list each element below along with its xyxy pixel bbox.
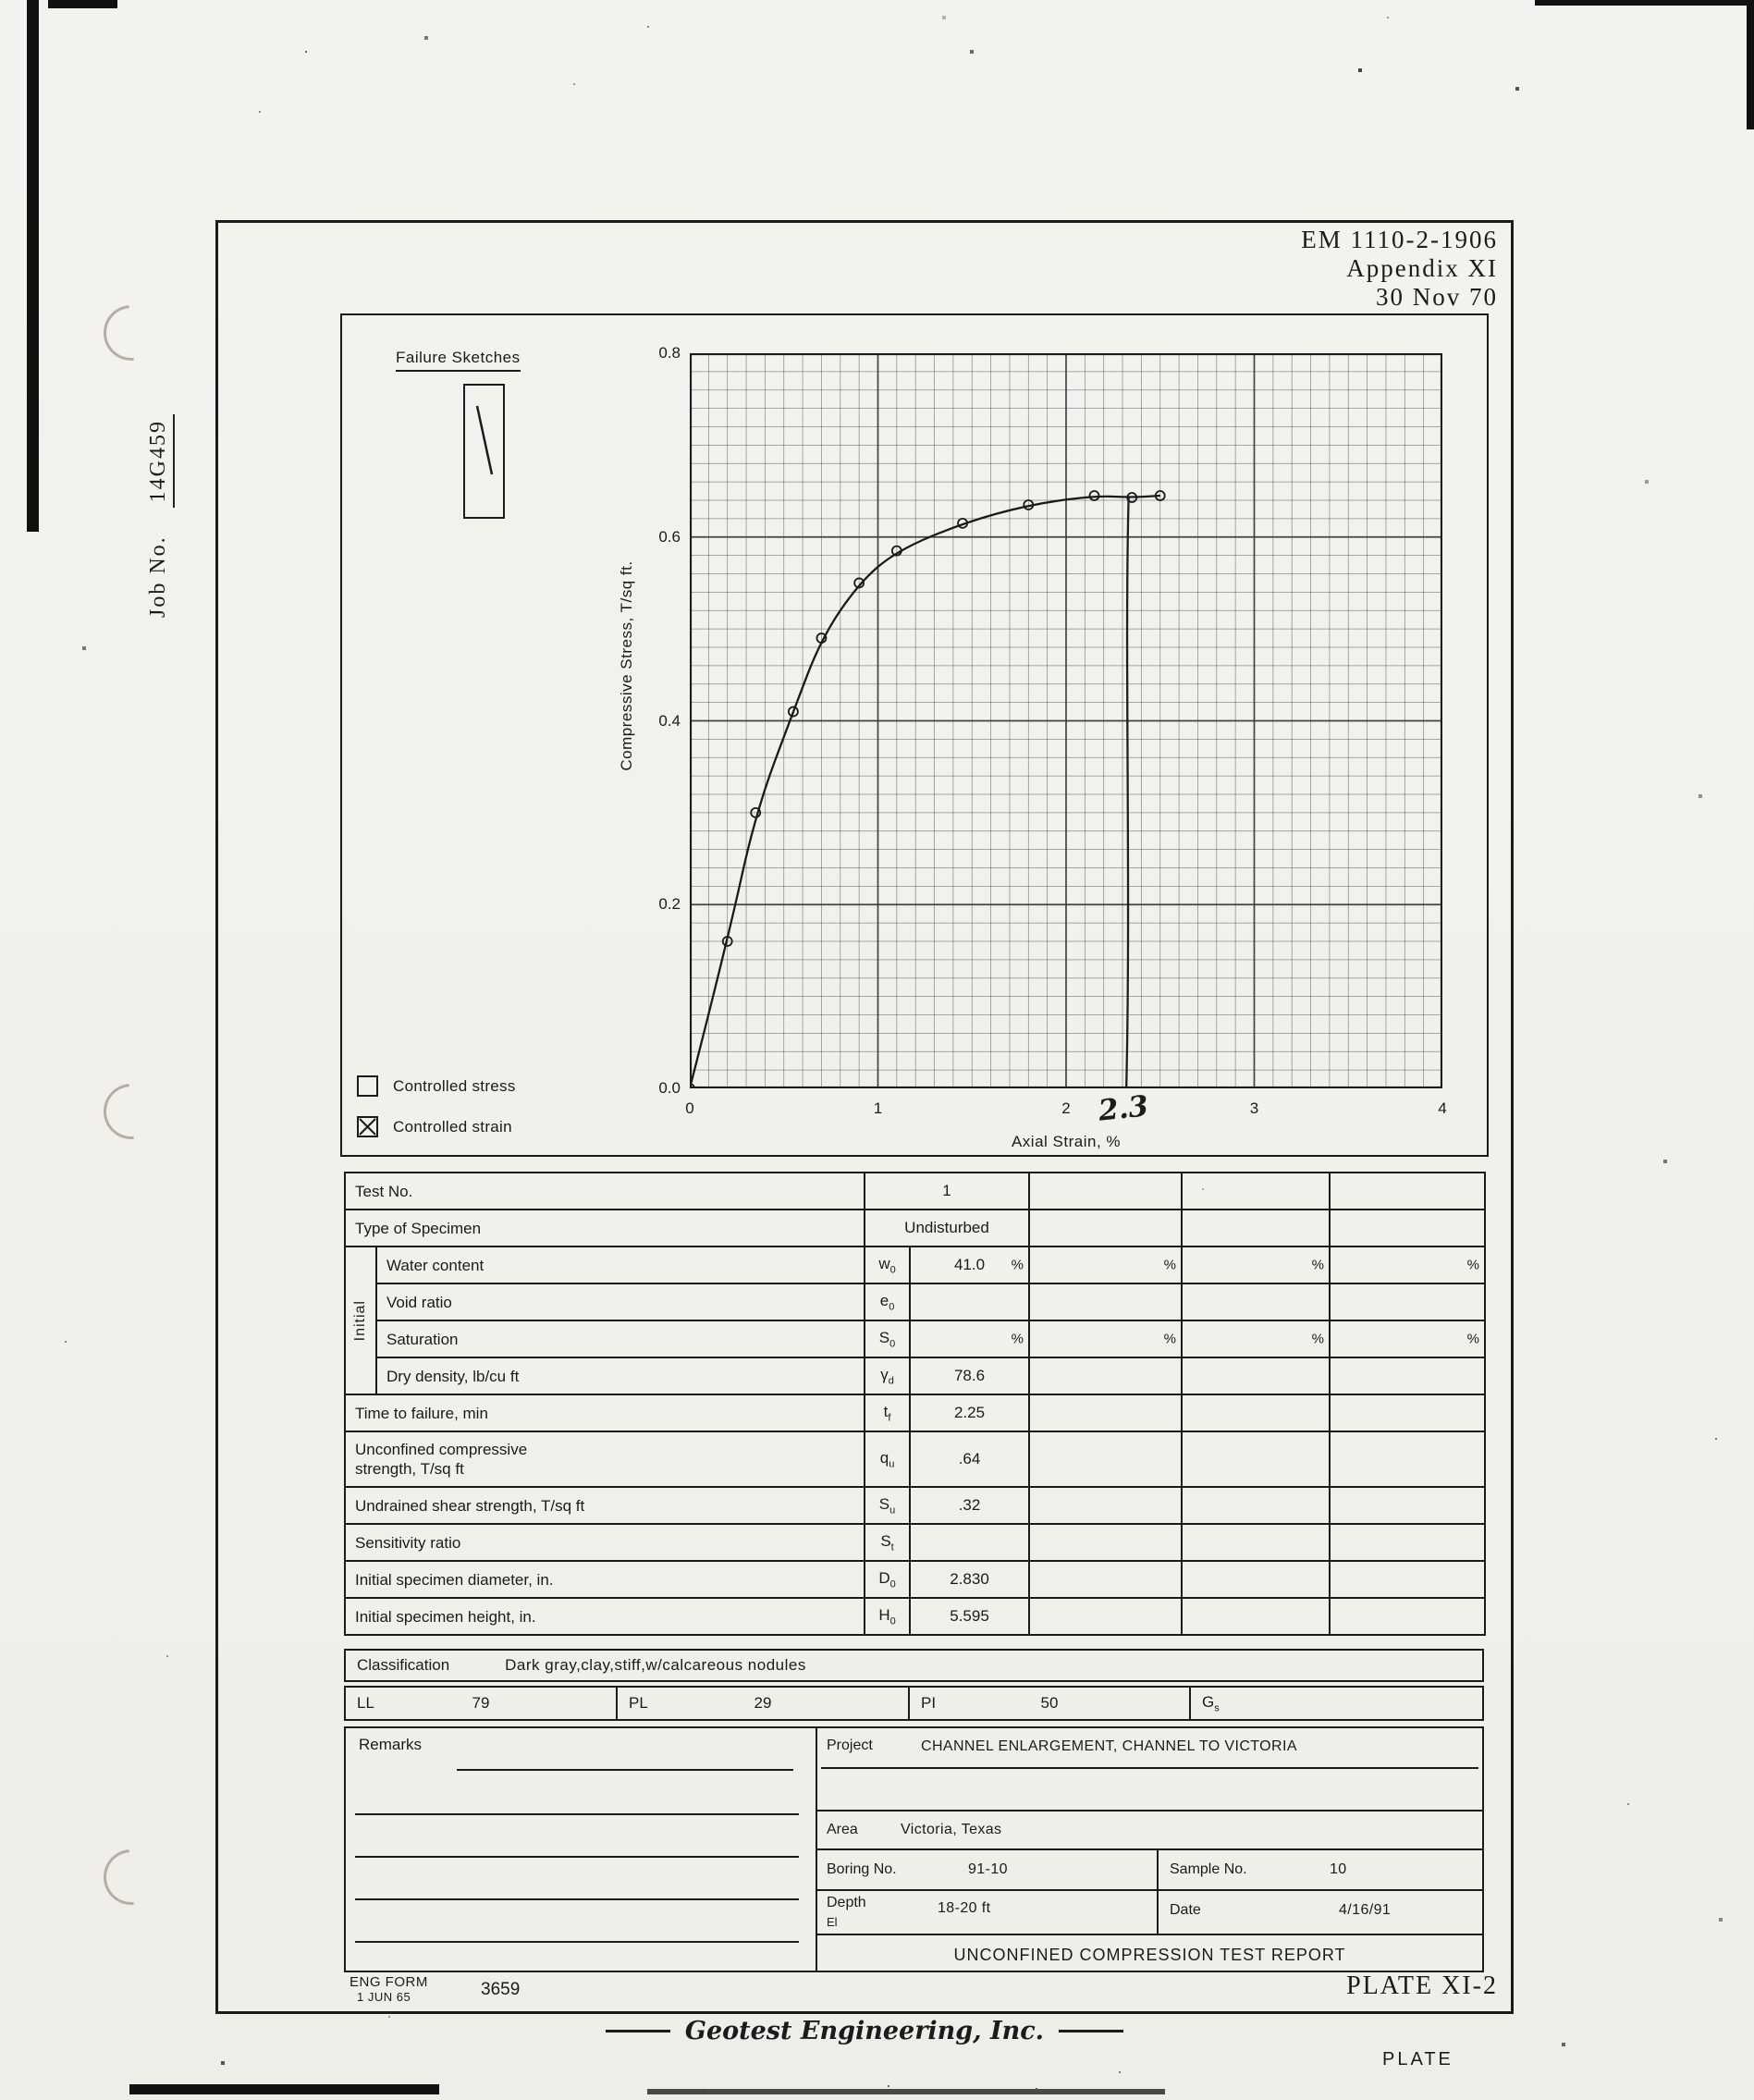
row-value: 2.830	[910, 1561, 1029, 1598]
row-value: .64	[910, 1431, 1029, 1487]
row-value	[1182, 1598, 1330, 1635]
depth-date-row	[817, 1889, 1482, 1934]
company-dash-left	[606, 2030, 670, 2032]
row-label: Initial specimen diameter, in.	[345, 1561, 865, 1598]
depth-value: 18-20 ft	[938, 1900, 991, 1916]
x-axis-label: Axial Strain, %	[1011, 1133, 1122, 1150]
eng-form-date: 1 JUN 65	[357, 1990, 411, 2004]
row-value: 78.6	[910, 1357, 1029, 1394]
row-symbol: $w_0$	[865, 1246, 910, 1283]
ll-cell	[346, 1688, 616, 1719]
x-tick-label: 3	[1249, 1099, 1259, 1117]
sample-label: Sample No.	[1170, 1861, 1247, 1877]
row-value: .32	[910, 1487, 1029, 1524]
ll-value: 79	[472, 1694, 490, 1712]
classification-row	[344, 1649, 1484, 1682]
test-no-value: 1	[865, 1173, 1029, 1210]
row-value	[1330, 1357, 1485, 1394]
unit-label: %	[1311, 1331, 1325, 1347]
row-value: 5.595	[910, 1598, 1029, 1635]
row-symbol: $q_u$	[865, 1431, 910, 1487]
row-value	[1182, 1487, 1330, 1524]
row-label: Void ratio	[376, 1283, 865, 1320]
x-tick-label: 2	[1061, 1099, 1071, 1117]
depth-cell	[817, 1891, 1157, 1934]
row-label: Water content	[376, 1246, 865, 1283]
boring-cell	[817, 1850, 1157, 1889]
scan-edge-mark	[27, 0, 39, 532]
row-label: Sensitivity ratio	[345, 1524, 865, 1561]
area-value: Victoria, Texas	[901, 1822, 1002, 1837]
stress-strain-chart	[690, 353, 1442, 1088]
row-value	[1330, 1598, 1485, 1635]
specimen-data-table	[344, 1172, 1486, 1636]
row-symbol: $D_0$	[865, 1561, 910, 1598]
row-symbol: $\gamma_d$	[865, 1357, 910, 1394]
row-symbol: $S_t$	[865, 1524, 910, 1561]
unit-label: %	[1466, 1331, 1480, 1347]
eng-form-label: ENG FORM	[350, 1974, 428, 1990]
classification-label: Classification	[357, 1656, 450, 1674]
sample-value: 10	[1330, 1861, 1347, 1877]
boring-sample-row	[817, 1848, 1482, 1889]
row-value	[1330, 1394, 1485, 1431]
plate-number: PLATE XI-2	[1346, 1971, 1498, 2000]
job-number-label: Job No.	[146, 535, 170, 618]
remarks-line	[355, 1856, 799, 1858]
scan-edge-mark	[48, 0, 117, 8]
row-value: 41.0 %	[910, 1246, 1029, 1283]
company-line	[215, 2017, 1514, 2045]
controlled-stress-label: Controlled stress	[393, 1076, 516, 1095]
row-value	[1029, 1394, 1182, 1431]
scan-noise	[0, 0, 2, 2]
test-no-label: Test No.	[345, 1173, 865, 1210]
x-tick-label: 0	[685, 1099, 694, 1117]
row-value	[1029, 1487, 1182, 1524]
report-title: UNCONFINED COMPRESSION TEST REPORT	[817, 1934, 1482, 1974]
sample-cell	[1157, 1850, 1482, 1889]
row-symbol: $S_0$	[865, 1320, 910, 1357]
depth-label: Depth	[827, 1895, 866, 1910]
controlled-stress-checkbox	[357, 1075, 378, 1097]
date-cell	[1157, 1891, 1482, 1934]
date-label: Date	[1170, 1902, 1201, 1918]
scan-edge-mark	[647, 2089, 1165, 2094]
row-value	[1330, 1561, 1485, 1598]
row-label: Saturation	[376, 1320, 865, 1357]
plate-caption: PLATE	[1382, 2049, 1453, 2069]
atterberg-row	[344, 1686, 1484, 1721]
remarks-label: Remarks	[359, 1736, 423, 1753]
x-tick-label: 4	[1438, 1099, 1447, 1117]
row-value	[1182, 1246, 1330, 1283]
company-dash-right	[1059, 2030, 1123, 2032]
row-value	[1029, 1283, 1182, 1320]
stress-strain-curve	[690, 496, 1160, 1088]
row-label: Time to failure, min	[345, 1394, 865, 1431]
row-label: Undrained shear strength, T/sq ft	[345, 1487, 865, 1524]
y-tick-label: 0.6	[658, 527, 681, 546]
row-value	[1330, 1246, 1485, 1283]
remarks-line	[355, 1898, 799, 1900]
date-value: 4/16/91	[1339, 1902, 1392, 1918]
row-value	[1330, 1320, 1485, 1357]
row-value: 2.25	[910, 1394, 1029, 1431]
row-symbol: $H_0$	[865, 1598, 910, 1635]
bottom-panel	[344, 1726, 1484, 1972]
failure-plane-sketch-line	[465, 386, 503, 517]
classification-value: Dark gray,clay,stiff,w/calcareous nodules	[505, 1656, 806, 1674]
row-value	[1029, 1431, 1182, 1487]
row-value	[910, 1524, 1029, 1561]
project-section	[816, 1728, 1482, 1971]
specimen-type-value	[1182, 1210, 1330, 1246]
project-label: Project	[827, 1738, 873, 1753]
row-label: Initial specimen height, in.	[345, 1598, 865, 1635]
unit-label: %	[1011, 1257, 1024, 1273]
failure-sketch	[463, 384, 505, 519]
test-no-value	[1330, 1173, 1485, 1210]
project-value: CHANNEL ENLARGEMENT, CHANNEL TO VICTORIA	[921, 1738, 1297, 1754]
pl-value: 29	[754, 1694, 772, 1712]
eng-form-block	[350, 1975, 428, 2005]
x-tick-label: 1	[873, 1099, 883, 1117]
header-manual-number: EM 1110-2-1906	[1301, 226, 1498, 253]
row-label: Dry density, lb/cu ft	[376, 1357, 865, 1394]
row-value	[1182, 1524, 1330, 1561]
row-value	[1182, 1283, 1330, 1320]
specimen-type-label: Type of Specimen	[345, 1210, 865, 1246]
legend-controlled-stress	[357, 1075, 516, 1097]
y-axis-label: Compressive Stress, T/sq ft.	[618, 560, 635, 771]
chart-panel	[340, 313, 1489, 1157]
company-name: Geotest Engineering, Inc.	[684, 2017, 1045, 2045]
specimen-type-value	[1029, 1210, 1182, 1246]
row-value	[1029, 1524, 1182, 1561]
scan-edge-mark	[129, 2084, 439, 2094]
unit-label: %	[1163, 1331, 1177, 1347]
row-value	[1029, 1320, 1182, 1357]
row-value	[1029, 1357, 1182, 1394]
area-row	[817, 1810, 1482, 1848]
document-header	[1091, 226, 1498, 312]
unit-label: %	[1163, 1257, 1177, 1273]
controlled-strain-checkbox	[357, 1116, 378, 1137]
gs-label: $G_s$	[1202, 1692, 1220, 1714]
y-tick-label: 0.2	[658, 895, 681, 914]
row-symbol: $e_0$	[865, 1283, 910, 1320]
pl-label: PL	[629, 1694, 648, 1712]
y-tick-label: 0.4	[658, 711, 681, 730]
test-no-value	[1029, 1173, 1182, 1210]
ll-label: LL	[357, 1694, 374, 1712]
row-value	[910, 1320, 1029, 1357]
row-value	[1029, 1561, 1182, 1598]
unit-label: %	[1311, 1257, 1325, 1273]
header-date: 30 Nov 70	[1376, 283, 1498, 311]
row-value	[1330, 1487, 1485, 1524]
row-value	[1182, 1357, 1330, 1394]
y-tick-label: 0.0	[658, 1079, 681, 1097]
row-label: Unconfined compressive strength, T/sq ft	[345, 1431, 865, 1487]
legend-controlled-strain	[357, 1116, 512, 1137]
row-value	[1029, 1598, 1182, 1635]
header-appendix: Appendix XI	[1346, 254, 1498, 282]
pi-label: PI	[921, 1694, 937, 1712]
remarks-line	[355, 1941, 799, 1943]
remarks-section	[346, 1728, 816, 1971]
boring-label: Boring No.	[827, 1861, 897, 1877]
scan-edge-mark	[1747, 0, 1754, 129]
handwritten-failure-strain: 2.3	[1097, 1089, 1150, 1128]
controlled-strain-label: Controlled strain	[393, 1117, 512, 1136]
pi-cell	[908, 1688, 1189, 1719]
failure-sketches-title: Failure Sketches	[396, 349, 521, 372]
remarks-line	[355, 1813, 799, 1815]
row-symbol: $S_u$	[865, 1487, 910, 1524]
row-value	[1330, 1431, 1485, 1487]
specimen-type-value: Undisturbed	[865, 1210, 1029, 1246]
row-value	[1029, 1246, 1182, 1283]
area-label: Area	[827, 1822, 858, 1837]
gs-cell	[1189, 1688, 1482, 1719]
row-value	[1182, 1561, 1330, 1598]
row-value	[1330, 1524, 1485, 1561]
row-value	[1182, 1431, 1330, 1487]
project-underline	[821, 1767, 1478, 1769]
scan-edge-mark	[1535, 0, 1754, 6]
row-value	[1182, 1394, 1330, 1431]
unit-label: %	[1466, 1257, 1480, 1273]
project-row	[817, 1728, 1482, 1810]
punch-hole	[92, 1073, 171, 1151]
remarks-line	[457, 1769, 793, 1771]
boring-value: 91-10	[968, 1861, 1008, 1877]
row-value	[910, 1283, 1029, 1320]
el-label: El	[827, 1915, 838, 1929]
unit-label: %	[1011, 1331, 1024, 1347]
pi-value: 50	[1040, 1694, 1059, 1712]
punch-hole	[92, 1838, 171, 1917]
job-number-value: 14G459	[146, 414, 175, 508]
job-number	[146, 294, 179, 618]
row-value	[1330, 1283, 1485, 1320]
specimen-type-value	[1330, 1210, 1485, 1246]
row-symbol: $t_f$	[865, 1394, 910, 1431]
test-no-value	[1182, 1173, 1330, 1210]
initial-group-label: Initial	[345, 1246, 376, 1394]
eng-form-number: 3659	[481, 1980, 521, 1999]
y-tick-label: 0.8	[658, 344, 681, 362]
pl-cell	[616, 1688, 908, 1719]
stress-strain-plot	[690, 353, 1442, 1088]
row-value	[1182, 1320, 1330, 1357]
x-mark-icon	[359, 1118, 376, 1136]
